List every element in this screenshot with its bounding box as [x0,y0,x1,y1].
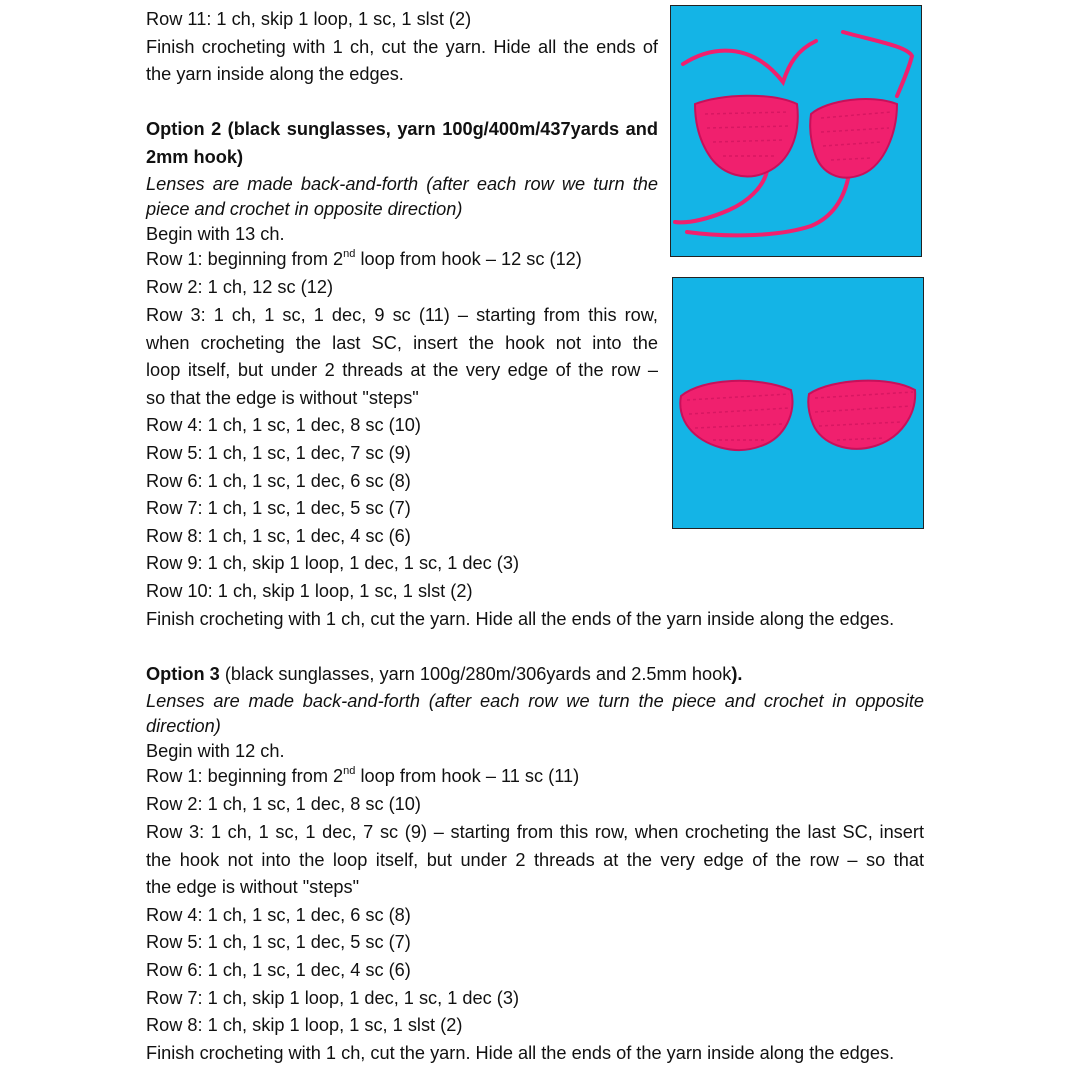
option-3-row-8: Row 8: 1 ch, skip 1 loop, 1 sc, 1 slst (2) [146,1015,463,1035]
option-3-begin: Begin with 12 ch. [146,741,285,761]
option-3-row-1 [146,765,579,787]
option-3-row-5: Row 5: 1 ch, 1 sc, 1 dec, 5 sc (7) [146,932,411,952]
finish-text-line-2: the yarn inside along the edges. [146,64,404,84]
option-2-row-1-ordinal: nd [343,247,356,260]
option-2-row-3-line-3: loop itself, but under 2 threads at the very edge of the row – [146,360,658,380]
option-2-row-1-post: loop from hook – 12 sc (12) [355,249,582,269]
option-3-heading-bold: Option 3 [146,664,220,684]
row-11-text: Row 11: 1 ch, skip 1 loop, 1 sc, 1 slst (2) [146,9,472,29]
option-3-row-6: Row 6: 1 ch, 1 sc, 1 dec, 4 sc (6) [146,960,411,980]
option-2-begin: Begin with 13 ch. [146,224,285,244]
option-2-row-8: Row 8: 1 ch, 1 sc, 1 dec, 4 sc (6) [146,526,411,546]
option-3-heading [146,663,742,685]
finished-lenses-photo [672,277,924,529]
option-2-row-5: Row 5: 1 ch, 1 sc, 1 dec, 7 sc (9) [146,443,411,463]
option-2-finish: Finish crocheting with 1 ch, cut the yarn. Hide all the ends of the yarn inside along the edges. [146,609,895,629]
option-3-row-7: Row 7: 1 ch, skip 1 loop, 1 dec, 1 sc, 1 dec (3) [146,988,520,1008]
option-3-row-3-line-3: the edge is without "steps" [146,877,360,897]
option-2-row-9: Row 9: 1 ch, skip 1 loop, 1 dec, 1 sc, 1 dec (3) [146,553,520,573]
option-2-row-10: Row 10: 1 ch, skip 1 loop, 1 sc, 1 slst (2) [146,581,473,601]
finished-lenses-illustration [673,278,923,528]
option-3-row-1-ordinal: nd [343,764,356,777]
option-3-row-3-line-1: Row 3: 1 ch, 1 sc, 1 dec, 7 sc (9) – starting from this row, when crocheting the last SC, insert [146,822,924,842]
option-3-heading-end: ). [731,664,743,684]
lenses-with-strings-photo [670,5,922,257]
option-3-note-line-2: direction) [146,716,221,736]
option-3-row-1-post: loop from hook – 11 sc (11) [355,766,580,786]
option-2-note-line-1: Lenses are made back-and-forth (after each row we turn the [146,174,658,194]
option-2-row-2: Row 2: 1 ch, 12 sc (12) [146,277,334,297]
option-2-note-line-2: piece and crochet in opposite direction) [146,199,463,219]
lenses-with-strings-illustration [671,6,921,256]
option-3-note-line-1: Lenses are made back-and-forth (after each row we turn the piece and crochet in opposite [146,691,924,711]
option-2-row-6: Row 6: 1 ch, 1 sc, 1 dec, 6 sc (8) [146,471,411,491]
option-2-row-1 [146,248,582,270]
option-2-heading-line-1: Option 2 (black sunglasses, yarn 100g/400m/437yards and [146,119,658,139]
option-3-finish: Finish crocheting with 1 ch, cut the yarn. Hide all the ends of the yarn inside along the edges. [146,1043,895,1063]
option-2-row-4: Row 4: 1 ch, 1 sc, 1 dec, 8 sc (10) [146,415,421,435]
finish-text-line-1: Finish crocheting with 1 ch, cut the yarn. Hide all the ends of [146,37,658,57]
option-2-row-3-line-2: when crocheting the last SC, insert the hook not into the [146,333,658,353]
option-3-row-1-pre: Row 1: beginning from 2 [146,766,344,786]
option-3-row-2: Row 2: 1 ch, 1 sc, 1 dec, 8 sc (10) [146,794,421,814]
option-3-row-4: Row 4: 1 ch, 1 sc, 1 dec, 6 sc (8) [146,905,411,925]
option-2-row-3-line-4: so that the edge is without "steps" [146,388,419,408]
option-3-heading-rest: (black sunglasses, yarn 100g/280m/306yards and 2.5mm hook [219,664,732,684]
option-3-row-3-line-2: the hook not into the loop itself, but under 2 threads at the very edge of the row – so that [146,850,924,870]
option-2-row-1-pre: Row 1: beginning from 2 [146,249,344,269]
option-2-row-7: Row 7: 1 ch, 1 sc, 1 dec, 5 sc (7) [146,498,411,518]
option-2-row-3-line-1: Row 3: 1 ch, 1 sc, 1 dec, 9 sc (11) – starting from this row, [146,305,658,325]
option-2-heading-line-2: 2mm hook) [146,147,244,167]
